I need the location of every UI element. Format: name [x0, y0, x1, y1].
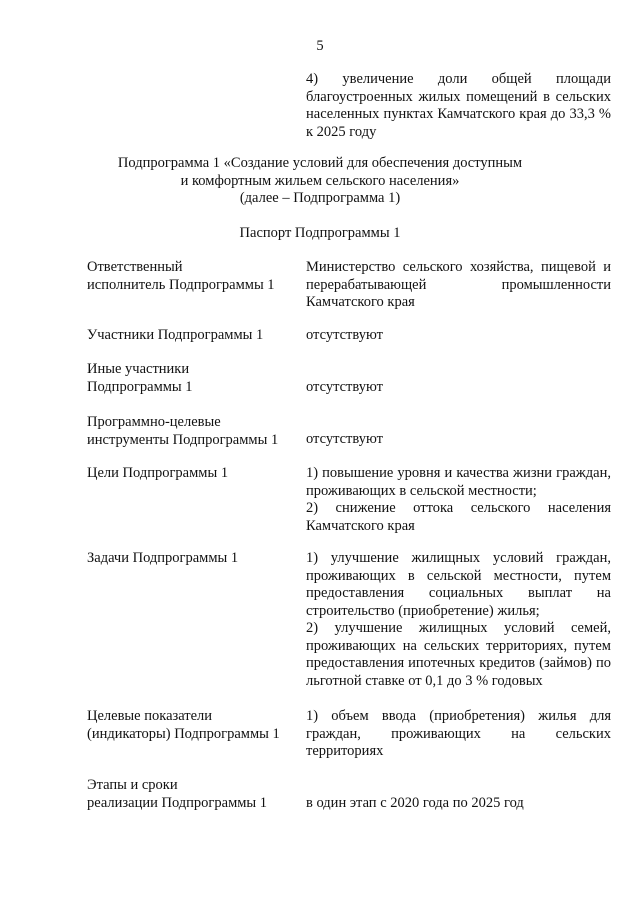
passport-value-responsible: Министерство сельского хозяйства, пищевой и перерабатывающей промышленности Камчатского края	[306, 259, 611, 310]
subprogram-title-line2: и комфортным жильем сельского населения»	[180, 172, 460, 189]
task-item: 2) улучшение жилищных условий семей, проживающих на сельских территориях, путем предоставления ипотечных кредитов (займов) по льготной ставке от 0,1 до 3 % годовых	[306, 620, 611, 689]
passport-label-other-participants	[87, 361, 297, 396]
label-line: реализации Подпрограммы 1	[87, 794, 268, 811]
goal-item: 1) повышение уровня и качества жизни граждан, проживающих в сельской местности;	[306, 465, 611, 499]
label-line: Иные участники	[87, 361, 190, 377]
label-line: инструменты Подпрограммы 1	[87, 431, 279, 448]
passport-label-participants: Участники Подпрограммы 1	[87, 327, 264, 343]
passport-label-indicators	[87, 708, 297, 743]
label-line: Этапы и сроки	[87, 777, 178, 793]
passport-value-tasks	[306, 550, 611, 690]
passport-label-goals: Цели Подпрограммы 1	[87, 465, 229, 481]
label-line: (индикаторы) Подпрограммы 1	[87, 725, 280, 742]
passport-value-indicators: 1) объем ввода (приобретения) жилья для граждан, проживающих на сельских территориях	[306, 708, 611, 759]
passport-value-participants: отсутствуют	[306, 327, 383, 343]
passport-label-instruments	[87, 414, 297, 449]
label-line: Программно-целевые	[87, 414, 221, 430]
subprogram-title	[60, 155, 580, 208]
goal-item: 2) снижение оттока сельского населения Камчатского края	[306, 500, 611, 534]
passport-label-tasks: Задачи Подпрограммы 1	[87, 550, 239, 566]
passport-value-goals	[306, 465, 611, 535]
label-line: Целевые показатели	[87, 708, 213, 724]
intro-list-item: 4) увеличение доли общей площади благоустроенных жилых помещений в сельских населенных пунктах Камчатского края до 33,3 % к 2025 году	[306, 71, 611, 140]
passport-value-stages: в один этап с 2020 года по 2025 год	[306, 795, 524, 811]
passport-title: Паспорт Подпрограммы 1	[239, 225, 401, 241]
subprogram-title-line1: Подпрограмма 1 «Создание условий для обеспечения доступным	[117, 155, 523, 171]
passport-value-other-participants: отсутствуют	[306, 379, 383, 395]
task-item: 1) улучшение жилищных условий граждан, проживающих в сельской местности, путем предоставления социальных выплат на строительство (приобретение) жилья;	[306, 550, 611, 619]
label-line: Ответственный	[87, 259, 183, 275]
passport-value-instruments: отсутствуют	[306, 431, 383, 447]
subprogram-title-line3: (далее – Подпрограмма 1)	[239, 190, 401, 206]
passport-label-responsible	[87, 259, 297, 294]
passport-label-stages	[87, 777, 297, 812]
page-number: 5	[316, 38, 324, 54]
label-line: исполнитель Подпрограммы 1	[87, 276, 275, 293]
label-line: Подпрограммы 1	[87, 378, 193, 395]
